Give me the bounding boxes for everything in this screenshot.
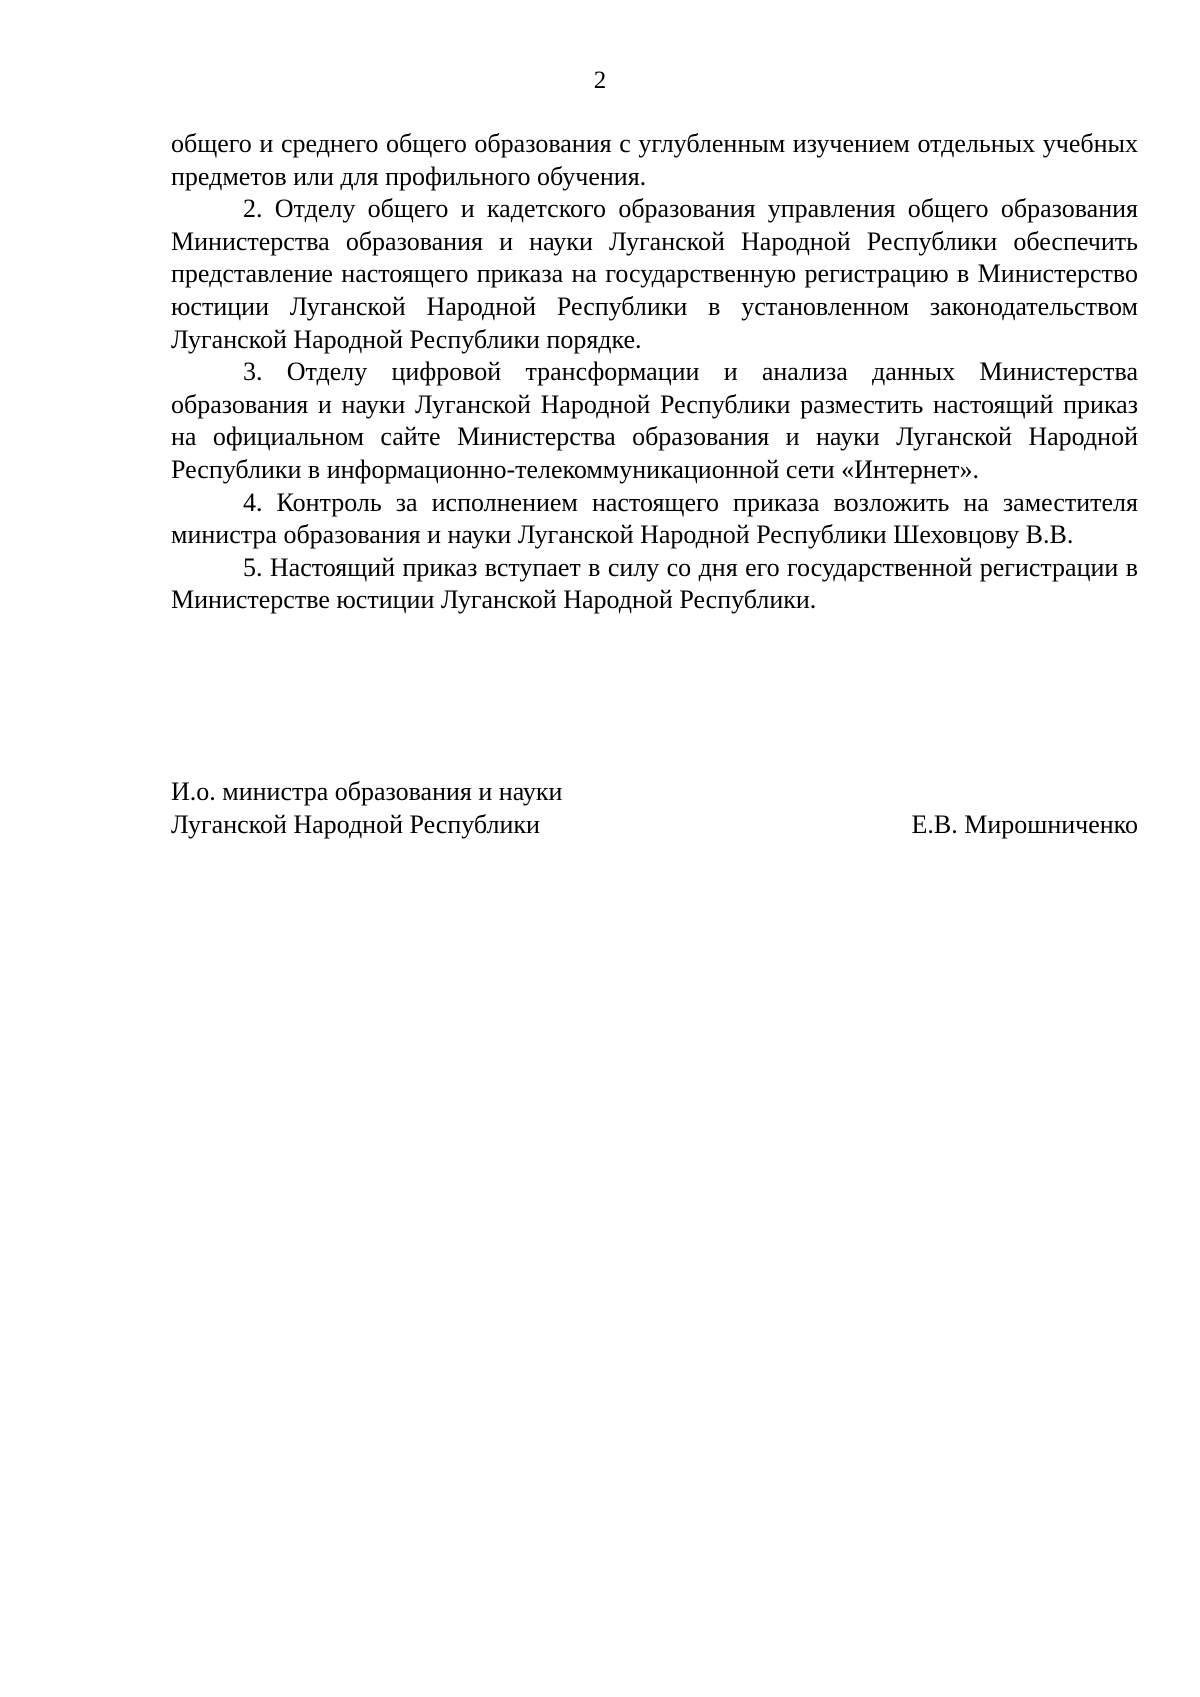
signature-line	[171, 809, 1138, 842]
paragraph-item-2: 2. Отделу общего и кадетского образования управления общего образования Министерства образования и науки Луганской Народной Республики обеспечить представление настоящего приказа на государственную регистрацию в Министерство юстиции Луганской Народной Республики в установленном законодательством Луганской Народной Республики порядке.	[171, 194, 1138, 354]
paragraph-item-3: 3. Отделу цифровой трансформации и анализа данных Министерства образования и науки Луганской Народной Республики разместить настоящий приказ на официальном сайте Министерства образования и науки Луганской Народной Республики в информационно-телекоммуникационной сети «Интернет».	[171, 357, 1138, 484]
paragraph-continuation: общего и среднего общего образования с углубленным изучением отдельных учебных предметов или для профильного обучения.	[171, 129, 1138, 191]
signatory-position-line-2: Луганской Народной Республики	[171, 809, 540, 839]
signatory-name: Е.В. Мирошниченко	[911, 809, 1138, 839]
document-body	[171, 128, 1138, 617]
signature-block	[171, 776, 1138, 841]
signatory-position-line-1: И.о. министра образования и науки	[171, 777, 563, 806]
paragraph-item-4: 4. Контроль за исполнением настоящего приказа возложить на заместителя министра образования и науки Луганской Народной Республики Шеховцову В.В.	[171, 487, 1138, 550]
paragraph-item-5: 5. Настоящий приказ вступает в силу со дня его государственной регистрации в Министерстве юстиции Луганской Народной Республики.	[171, 552, 1138, 615]
page-number: 2	[593, 67, 607, 94]
